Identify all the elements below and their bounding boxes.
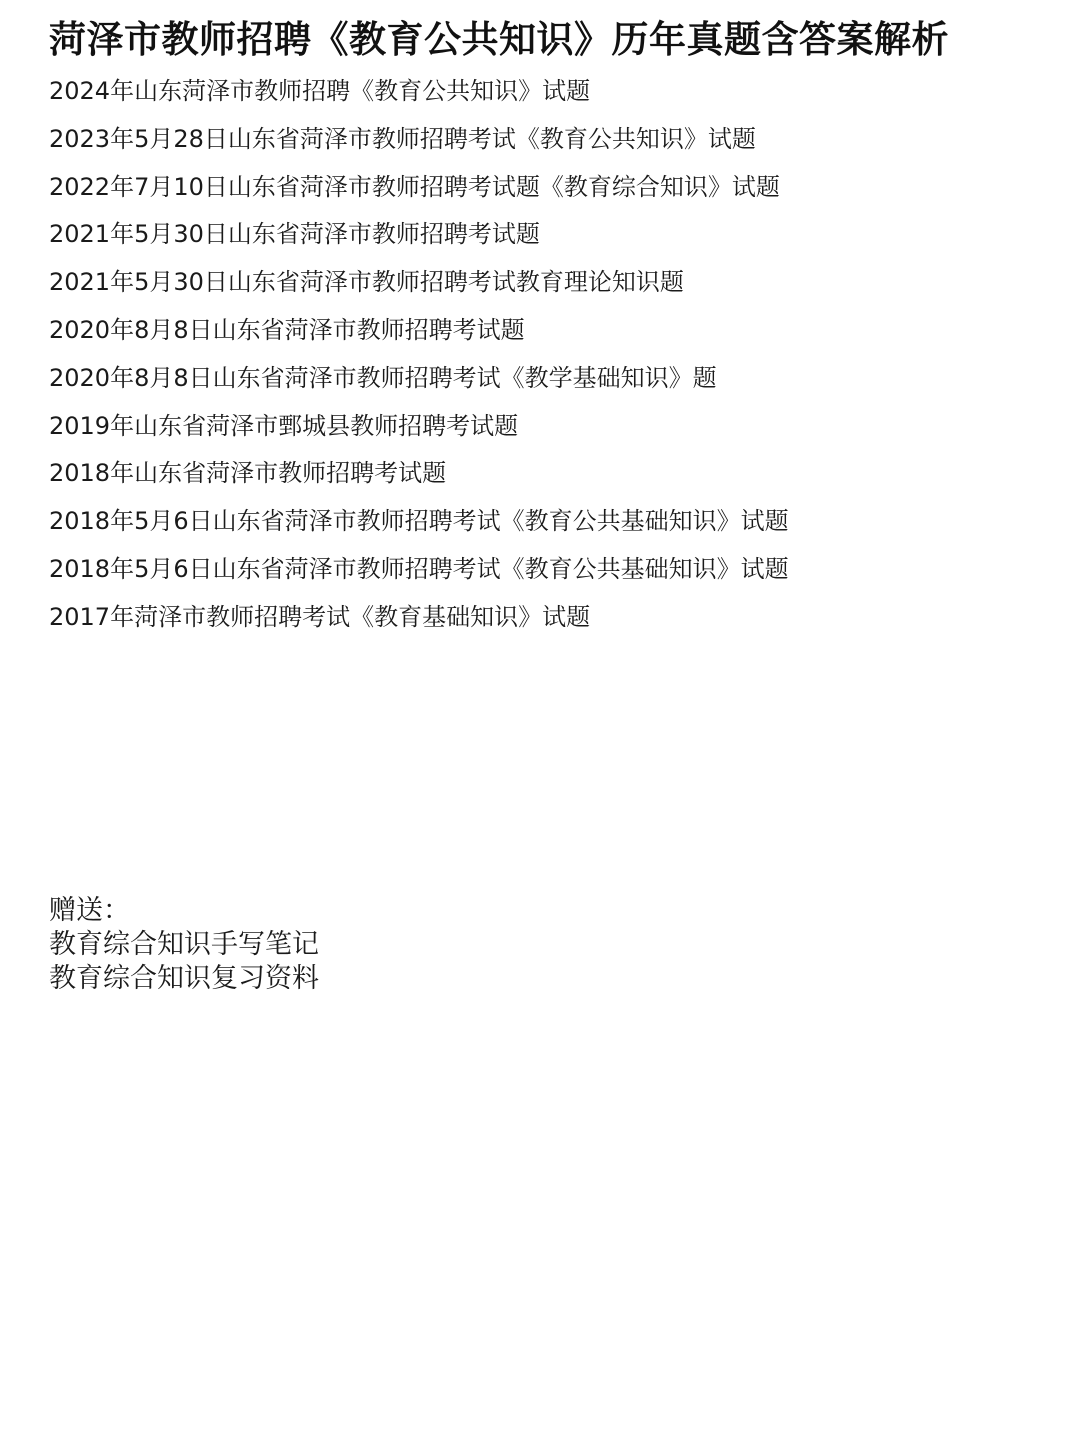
exam-paper-list <box>49 68 1049 642</box>
exam-paper-item: 2018年5月6日山东省菏泽市教师招聘考试《教育公共基础知识》试题 <box>49 507 789 536</box>
exam-paper-item: 2022年7月10日山东省菏泽市教师招聘考试题《教育综合知识》试题 <box>49 172 780 201</box>
gift-item: 教育综合知识复习资料 <box>49 963 319 994</box>
exam-paper-item: 2017年菏泽市教师招聘考试《教育基础知识》试题 <box>49 602 591 631</box>
gift-section <box>49 894 749 996</box>
exam-paper-item: 2023年5月28日山东省菏泽市教师招聘考试《教育公共知识》试题 <box>49 124 756 153</box>
exam-paper-item: 2018年山东省菏泽市教师招聘考试题 <box>49 459 447 488</box>
exam-paper-item: 2018年5月6日山东省菏泽市教师招聘考试《教育公共基础知识》试题 <box>49 554 789 583</box>
document-title: 菏泽市教师招聘《教育公共知识》历年真题含答案解析 <box>49 18 949 61</box>
exam-paper-item: 2020年8月8日山东省菏泽市教师招聘考试题 <box>49 315 525 344</box>
exam-paper-item: 2020年8月8日山东省菏泽市教师招聘考试《教学基础知识》题 <box>49 363 717 392</box>
exam-paper-item: 2019年山东省菏泽市鄄城县教师招聘考试题 <box>49 411 519 440</box>
exam-paper-item: 2021年5月30日山东省菏泽市教师招聘考试教育理论知识题 <box>49 268 684 297</box>
gift-item: 教育综合知识手写笔记 <box>49 929 319 960</box>
exam-paper-item: 2021年5月30日山东省菏泽市教师招聘考试题 <box>49 220 540 249</box>
exam-paper-item: 2024年山东菏泽市教师招聘《教育公共知识》试题 <box>49 77 591 105</box>
gift-heading: 赠送： <box>49 895 130 926</box>
